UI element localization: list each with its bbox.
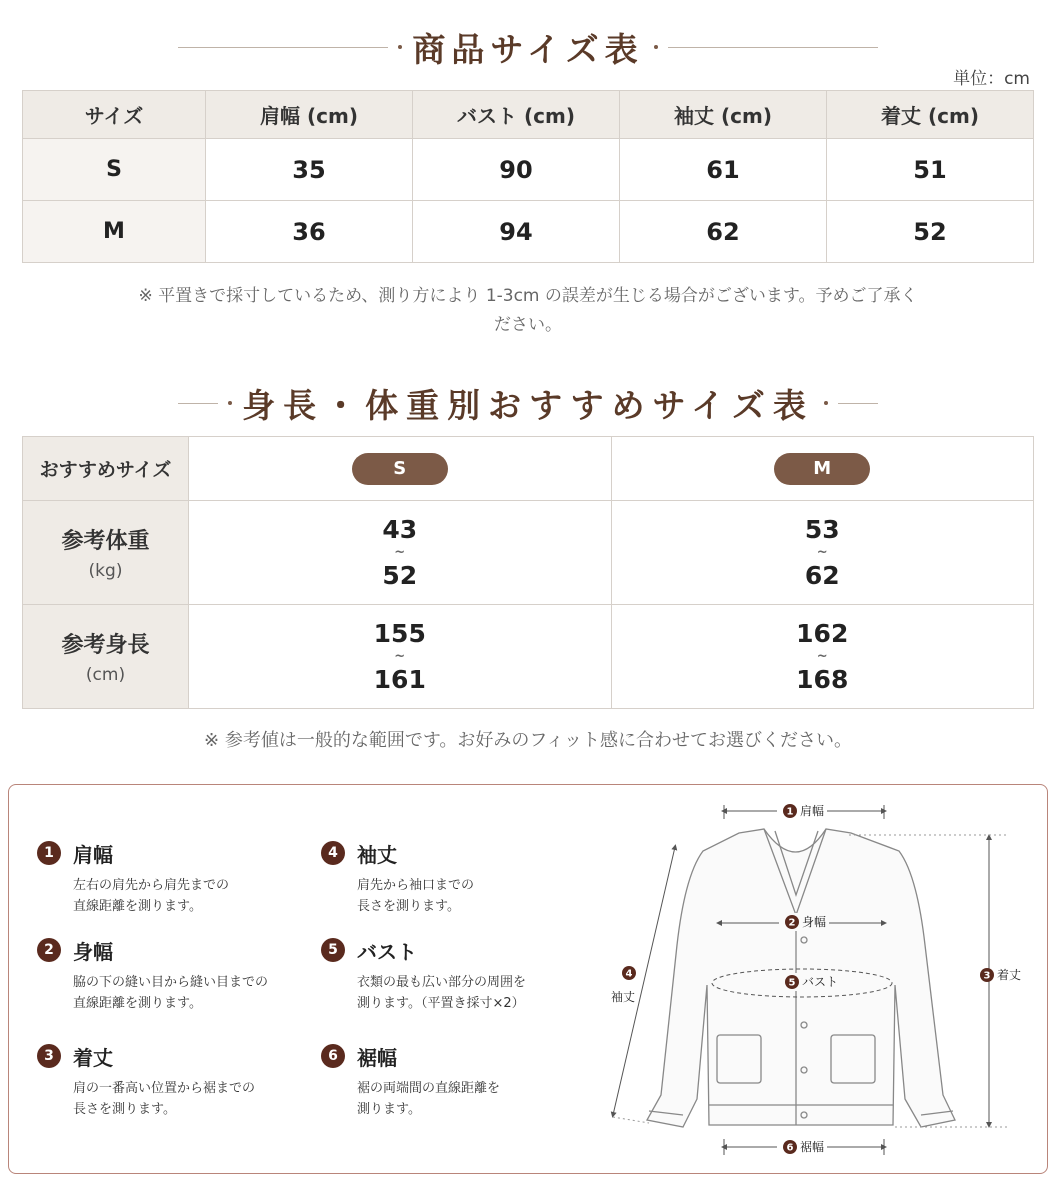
guide-label: 身幅 <box>73 940 113 964</box>
table-row <box>23 139 1034 201</box>
height-range-s <box>189 605 612 709</box>
weight-max: 52 <box>382 560 418 590</box>
weight-label: 参考体重 <box>61 529 150 554</box>
row-size-s: S <box>23 139 206 201</box>
height-range-m <box>611 605 1034 709</box>
guide-label: 袖丈 <box>357 843 397 867</box>
svg-text:2: 2 <box>788 917 796 929</box>
size-table <box>22 90 1034 263</box>
size-chart-title <box>0 24 1056 70</box>
svg-text:5: 5 <box>788 977 796 989</box>
recommend-title <box>0 380 1056 426</box>
table-row <box>23 201 1034 263</box>
recommend-note: ※ 参考値は一般的な範囲です。お好みのフィット感に合わせてお選びください。 <box>204 730 852 751</box>
number-badge: 3 <box>37 1044 61 1068</box>
diagram-label-shoulder: 肩幅 <box>800 804 825 818</box>
guide-label: 裾幅 <box>357 1046 397 1070</box>
cell-value: 94 <box>413 201 620 263</box>
measurement-note-line2: ださい。 <box>494 315 562 335</box>
measurement-note <box>40 282 1016 340</box>
header-size: サイズ <box>23 91 206 139</box>
diagram-label-length: 着丈 <box>997 968 1022 982</box>
size-m-badge: M <box>774 453 870 485</box>
number-badge: 6 <box>321 1044 345 1068</box>
guide-desc: 左右の肩先から肩先までの 直線距離を測ります。 <box>73 878 230 914</box>
cell-value: 51 <box>827 139 1034 201</box>
guide-label: 肩幅 <box>73 843 113 867</box>
weight-min: 53 <box>804 514 840 544</box>
cell-value: 61 <box>620 139 827 201</box>
guide-desc: 衣類の最も広い部分の周囲を 測ります。（平置き採寸×2） <box>357 975 527 1011</box>
height-unit: (cm) <box>85 665 126 685</box>
svg-text:6: 6 <box>786 1142 794 1154</box>
guide-desc: 肩先から袖口までの 長さを測ります。 <box>357 878 475 914</box>
header-length: 着丈 (cm) <box>827 91 1034 139</box>
diagram-label-hem: 裾幅 <box>800 1140 825 1154</box>
size-table-header <box>23 91 1034 139</box>
cell-value: 36 <box>206 201 413 263</box>
weight-min: 43 <box>382 514 418 544</box>
size-m-cell <box>611 437 1034 501</box>
height-label-cell <box>23 605 189 709</box>
recommend-size-label: おすすめサイズ <box>23 437 189 501</box>
cell-value: 52 <box>827 201 1034 263</box>
diagram-label-sleeve: 袖丈 <box>610 990 636 1004</box>
height-min: 155 <box>373 618 426 648</box>
cell-value: 90 <box>413 139 620 201</box>
table-row <box>23 437 1034 501</box>
measurement-note-line1: ※ 平置きで採寸しているため、測り方により 1-3cm の誤差が生じる場合がございます。予めご了承く <box>138 286 918 306</box>
guide-label: 着丈 <box>73 1046 113 1070</box>
height-max: 161 <box>373 664 426 694</box>
measurement-guide <box>8 784 1048 1174</box>
weight-label-cell <box>23 501 189 605</box>
height-min: 162 <box>796 618 849 648</box>
svg-text:4: 4 <box>625 968 633 980</box>
svg-text:1: 1 <box>786 806 794 818</box>
weight-max: 62 <box>804 560 840 590</box>
guide-desc: 肩の一番高い位置から裾までの 長さを測ります。 <box>73 1081 256 1117</box>
table-row <box>23 501 1034 605</box>
guide-desc: 脇の下の縫い目から縫い目までの 直線距離を測ります。 <box>73 975 269 1011</box>
table-row <box>23 605 1034 709</box>
recommend-title-text: 身長・体重別おすすめサイズ表 <box>242 385 814 425</box>
size-s-badge: S <box>352 453 448 485</box>
diagram-label-bust: バスト <box>802 975 839 989</box>
tilde: ~ <box>394 544 406 560</box>
header-sleeve: 袖丈 (cm) <box>620 91 827 139</box>
weight-range-m <box>611 501 1034 605</box>
header-bust: バスト (cm) <box>413 91 620 139</box>
weight-unit: (kg) <box>88 561 123 581</box>
cell-value: 62 <box>620 201 827 263</box>
header-shoulder: 肩幅 (cm) <box>206 91 413 139</box>
number-badge: 2 <box>37 938 61 962</box>
unit-label: 単位：cm <box>953 69 1030 89</box>
height-max: 168 <box>796 664 849 694</box>
height-label: 参考身長 <box>61 633 150 658</box>
diagram-label-body: 身幅 <box>802 915 827 929</box>
tilde: ~ <box>816 544 828 560</box>
number-badge: 5 <box>321 938 345 962</box>
svg-text:3: 3 <box>983 970 991 982</box>
tilde: ~ <box>816 648 828 664</box>
row-size-m: M <box>23 201 206 263</box>
number-badge: 4 <box>321 841 345 865</box>
size-s-cell <box>189 437 612 501</box>
tilde: ~ <box>394 648 406 664</box>
cell-value: 35 <box>206 139 413 201</box>
size-chart-title-text: 商品サイズ表 <box>412 29 644 69</box>
cardigan-diagram <box>599 785 1045 1173</box>
guide-label: バスト <box>357 940 417 964</box>
number-badge: 1 <box>37 841 61 865</box>
guide-desc: 裾の両端間の直線距離を 測ります。 <box>357 1081 501 1117</box>
weight-range-s <box>189 501 612 605</box>
recommend-table <box>22 436 1034 709</box>
